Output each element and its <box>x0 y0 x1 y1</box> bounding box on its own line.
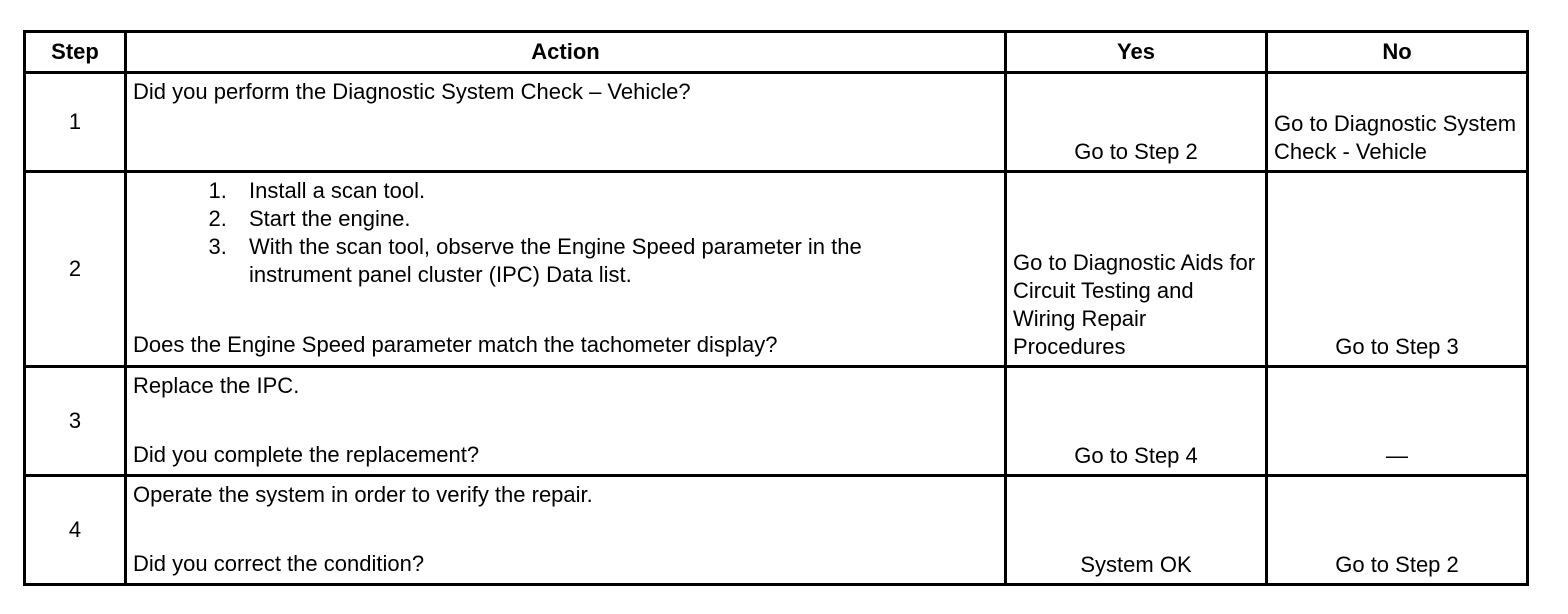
no-cell: Go to Step 3 <box>1267 172 1528 366</box>
header-action: Action <box>126 32 1006 73</box>
step-number: 3 <box>25 366 126 475</box>
diagnostic-table <box>23 30 1529 586</box>
table-row <box>25 475 1528 584</box>
action-text: Replace the IPC. <box>133 372 300 398</box>
action-question: Did you complete the replacement? <box>133 441 480 467</box>
header-step: Step <box>25 32 126 73</box>
action-cell <box>126 475 1006 584</box>
action-question: Did you correct the condition? <box>133 550 425 576</box>
list-item: 3. With the scan tool, observe the Engine Speed parameter in the instrument panel cluster (IPC) Data list. <box>233 233 998 289</box>
no-cell: — <box>1267 366 1528 475</box>
list-item: 1. Install a scan tool. <box>233 177 998 205</box>
no-cell: Go to Diagnostic System Check - Vehicle <box>1267 73 1528 172</box>
step-number: 4 <box>25 475 126 584</box>
yes-cell: Go to Diagnostic Aids for Circuit Testing and Wiring Repair Procedures <box>1006 172 1267 366</box>
action-question: Did you perform the Diagnostic System Check – Vehicle? <box>133 79 691 105</box>
no-cell: Go to Step 2 <box>1267 475 1528 584</box>
list-item: 2. Start the engine. <box>233 205 998 233</box>
table-row <box>25 172 1528 366</box>
yes-cell: Go to Step 4 <box>1006 366 1267 475</box>
step-number: 1 <box>25 73 126 172</box>
yes-cell: System OK <box>1006 475 1267 584</box>
yes-cell: Go to Step 2 <box>1006 73 1267 172</box>
header-no: No <box>1267 32 1528 73</box>
action-question: Does the Engine Speed parameter match the tachometer display? <box>133 332 778 358</box>
header-row <box>25 32 1528 73</box>
table-row <box>25 73 1528 172</box>
step-number: 2 <box>25 172 126 366</box>
table-row <box>25 366 1528 475</box>
action-cell <box>126 73 1006 172</box>
action-text: Operate the system in order to verify the repair. <box>133 481 593 507</box>
action-cell <box>126 366 1006 475</box>
header-yes: Yes <box>1006 32 1267 73</box>
action-steps-list <box>133 177 998 289</box>
action-cell <box>126 172 1006 366</box>
